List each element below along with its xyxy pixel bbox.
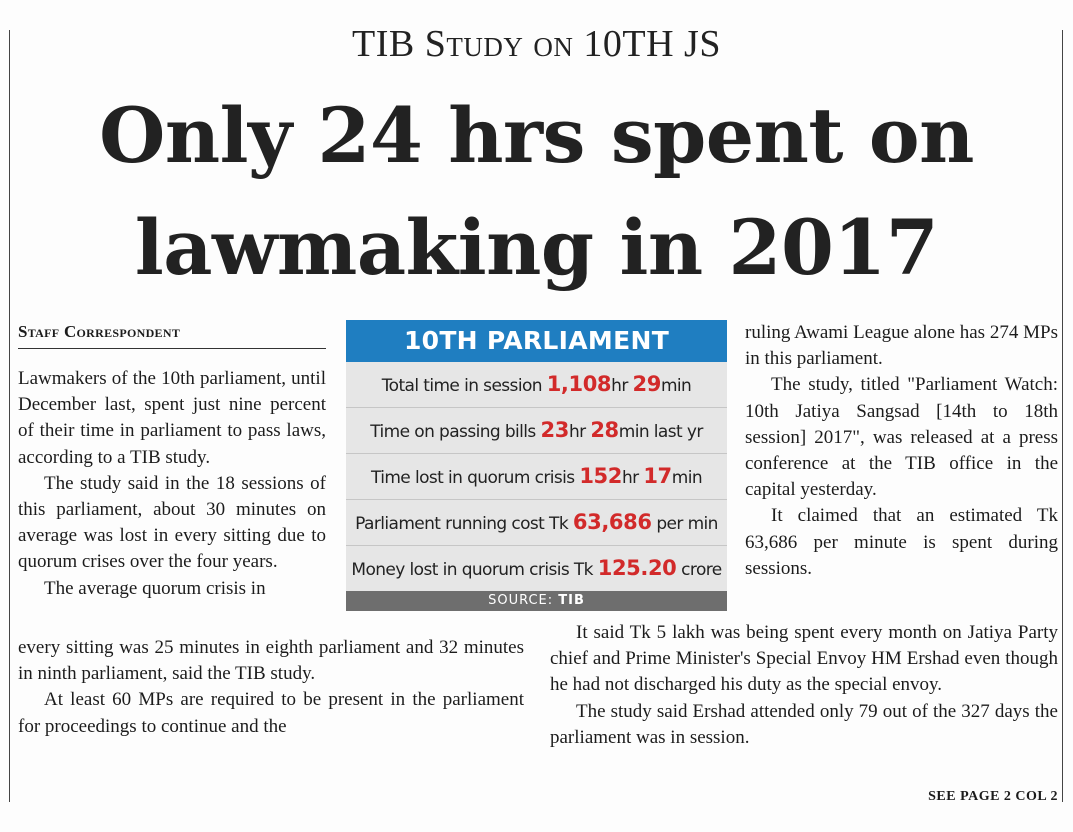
row-unit: hr	[611, 376, 633, 396]
paragraph-4-continued: ruling Awami League alone has 274 MPs in this parliament.	[745, 322, 1058, 370]
paragraph-3-start: The average quorum crisis in	[44, 577, 266, 599]
row-label: Total time in session	[381, 376, 547, 396]
infobox-row-money-lost	[346, 546, 727, 591]
paragraph-2: The study said in the 18 sessions of this parliament, about 30 minutes on average was lost in every sitting due to quorum crises over the four years.	[18, 472, 326, 573]
article-lower-right-column	[550, 620, 1058, 751]
row-unit: crore	[676, 560, 722, 580]
infobox-row-total-time	[346, 362, 727, 408]
main-headline	[0, 80, 1073, 304]
continuation-note: SEE PAGE 2 COL 2	[928, 789, 1058, 804]
row-value: 29	[632, 372, 661, 396]
headline-line-2: lawmaking in 2017	[134, 203, 939, 292]
source-label: SOURCE:	[488, 593, 559, 608]
row-unit: min	[660, 376, 692, 396]
article-column-3	[745, 320, 1058, 582]
paragraph-1: Lawmakers of the 10th parliament, until December last, spent just nine percent of their time in parliament to pass laws, according to a TIB study.	[18, 368, 326, 468]
row-unit: min last yr	[618, 422, 703, 442]
infobox-row-running-cost	[346, 500, 727, 546]
kicker-post: 10TH JS	[573, 23, 721, 65]
infobox-row-quorum-time	[346, 454, 727, 500]
row-value: 1,108	[546, 372, 612, 396]
infobox-title: 10TH PARLIAMENT	[346, 320, 727, 362]
infobox-row-passing-bills	[346, 408, 727, 454]
headline-line-1: Only 24 hrs spent on	[99, 91, 974, 180]
paragraph-7: It said Tk 5 lakh was being spent every month on Jatiya Party chief and Prime Minister's Special Envoy HM Ershad even though he had not discharged his duty as the special envoy.	[550, 622, 1058, 696]
row-unit: min	[671, 468, 703, 488]
row-unit: hr	[568, 422, 591, 442]
article-column-1	[18, 366, 326, 602]
paragraph-8: The study said Ershad attended only 79 out of the 327 days the parliament was in session.	[550, 700, 1058, 748]
row-value: 28	[590, 418, 619, 442]
source-name: TIB	[558, 593, 585, 608]
kicker-small-caps: Study on	[424, 23, 574, 65]
row-unit: per min	[651, 514, 718, 534]
row-value: 125.20	[597, 556, 677, 580]
infobox-source	[346, 591, 727, 611]
paragraph-5: The study, titled "Parliament Watch: 10th Jatiya Sangsad [14th to 18th session] 2017", was released at a press conference at the TIB office in the capital yesterday.	[745, 374, 1058, 501]
kicker-headline	[0, 22, 1073, 66]
byline: Staff Correspondent	[18, 322, 326, 349]
infobox-body	[346, 362, 727, 591]
row-label: Parliament running cost Tk	[355, 514, 573, 534]
row-unit: hr	[621, 468, 644, 488]
row-value: 63,686	[572, 510, 652, 534]
paragraph-3-continued: every sitting was 25 minutes in eighth parliament and 32 minutes in ninth parliament, said the TIB study.	[18, 637, 524, 685]
row-value: 23	[540, 418, 569, 442]
row-label: Time lost in quorum crisis	[370, 468, 580, 488]
paragraph-6: It claimed that an estimated Tk 63,686 per minute is spent during sessions.	[745, 505, 1058, 579]
row-label: Money lost in quorum crisis Tk	[351, 560, 598, 580]
kicker-pre: TIB	[352, 23, 425, 65]
row-value: 152	[579, 464, 622, 488]
row-label: Time on passing bills	[370, 422, 541, 442]
paragraph-4: At least 60 MPs are required to be present in the parliament for proceedings to continue and the	[18, 689, 524, 737]
parliament-infobox	[346, 320, 727, 611]
row-value: 17	[643, 464, 672, 488]
article-wide-column	[18, 635, 524, 740]
